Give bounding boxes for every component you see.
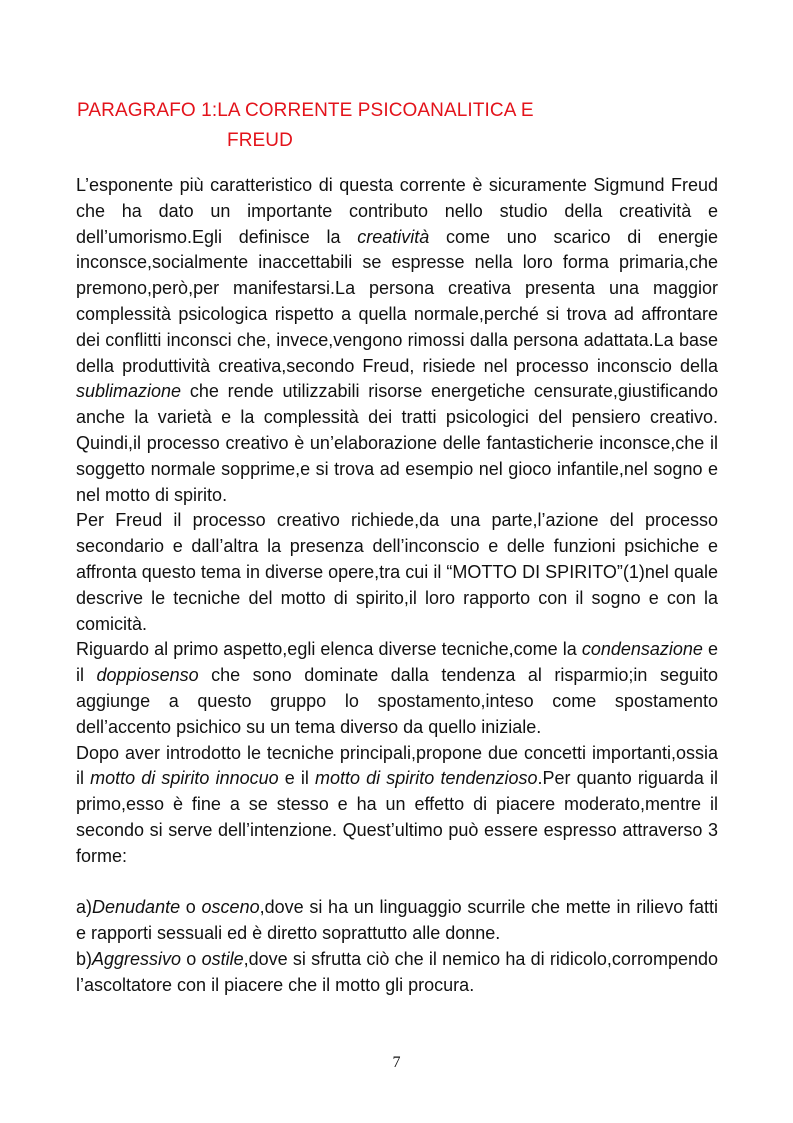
text-run: e il xyxy=(76,639,718,686)
italic-term: Denudante xyxy=(92,897,181,918)
body-paragraph xyxy=(76,173,718,508)
text-run: b) xyxy=(76,948,93,969)
text-run: ,dove si ha un linguaggio scurrile che mette in rilievo fatti e rapporti sessuali ed è diretto soprattutto alle donne. xyxy=(76,897,718,944)
body-paragraph xyxy=(76,895,718,947)
italic-term: sublimazione xyxy=(76,381,182,402)
text-run: Dopo aver introdotto le tecniche principali,propone due concetti importanti,ossia il xyxy=(76,742,718,789)
italic-term: creatività xyxy=(357,226,430,247)
text-run: Riguardo al primo aspetto,egli elenca diverse tecniche,come la xyxy=(76,639,582,660)
body-paragraph xyxy=(76,508,718,637)
section-heading-line-2: FREUD xyxy=(227,130,293,151)
italic-term: motto di spirito innocuo xyxy=(90,768,279,789)
text-run: e il xyxy=(278,768,316,789)
text-run: a) xyxy=(76,897,93,918)
page-number: 7 xyxy=(392,1054,401,1071)
section-heading xyxy=(77,96,717,156)
italic-term: doppiosenso xyxy=(96,665,199,686)
body-paragraph xyxy=(76,637,718,740)
text-run: Per Freud il processo creativo richiede,da una parte,l’azione del processo secondario e dall’altra la presenza dell’inconscio e delle funzioni psichiche e affronta questo tema in diverse opere,tra cui il “MOTTO DI SPIRITO”(1)nel quale descrive le tecniche del motto di spirito,il loro rapporto con il sogno e con la comicità. xyxy=(76,510,718,634)
text-run: come uno scarico di energie inconsce,socialmente inaccettabili se espresse nella loro forma primaria,che premono,però,per manifestarsi.La persona creativa presenta una maggior complessità psicologica rispetto a quella normale,perché si trova ad affrontare dei conflitti inconsci che, invece,vengono rimossi dalla persona adattata.La base della produttività creativa,secondo Freud, risiede nel processo inconscio della xyxy=(76,226,719,376)
text-run: ,dove si sfrutta ciò che il nemico ha di ridicolo,corrompendo l’ascoltatore con il piacere che il motto gli procura. xyxy=(76,948,718,995)
text-run: o xyxy=(181,948,202,969)
text-run: che sono dominate dalla tendenza al risparmio;in seguito aggiunge a questo gruppo lo spostamento,inteso come spostamento dell’accento psichico su un tema diverso da quello iniziale. xyxy=(76,665,719,737)
text-run: o xyxy=(180,897,202,918)
text-run: .Per quanto riguarda il primo,esso è fine a se stesso e ha un effetto di piacere moderato,mentre il secondo si serve dell’intenzione. Quest’ultimo può essere espresso attraverso 3 forme: xyxy=(76,768,719,866)
text-run: L’esponente più caratteristico di questa corrente è sicuramente Sigmund Freud che ha dato un importante contributo nello studio della creatività e dell’umorismo.Egli definisce la xyxy=(76,175,718,247)
italic-term: ostile xyxy=(201,948,244,969)
italic-term: osceno xyxy=(201,897,260,918)
section-heading-line-1: PARAGRAFO 1:LA CORRENTE PSICOANALITICA E xyxy=(77,100,534,121)
text-run: che rende utilizzabili risorse energetiche censurate,giustificando anche la varietà e la complessità dei tratti psicologici del pensiero creativo. Quindi,il processo creativo è un’elaborazione delle fantasticherie inconsce,che il soggetto normale sopprime,e si trova ad esempio nel gioco infantile,nel sogno e nel motto di spirito. xyxy=(76,381,718,505)
body-paragraph xyxy=(76,741,718,870)
italic-term: motto di spirito tendenzioso xyxy=(315,768,538,789)
body-text xyxy=(76,173,718,999)
body-paragraph xyxy=(76,947,718,999)
italic-term: Aggressivo xyxy=(92,948,182,969)
italic-term: condensazione xyxy=(581,639,703,660)
